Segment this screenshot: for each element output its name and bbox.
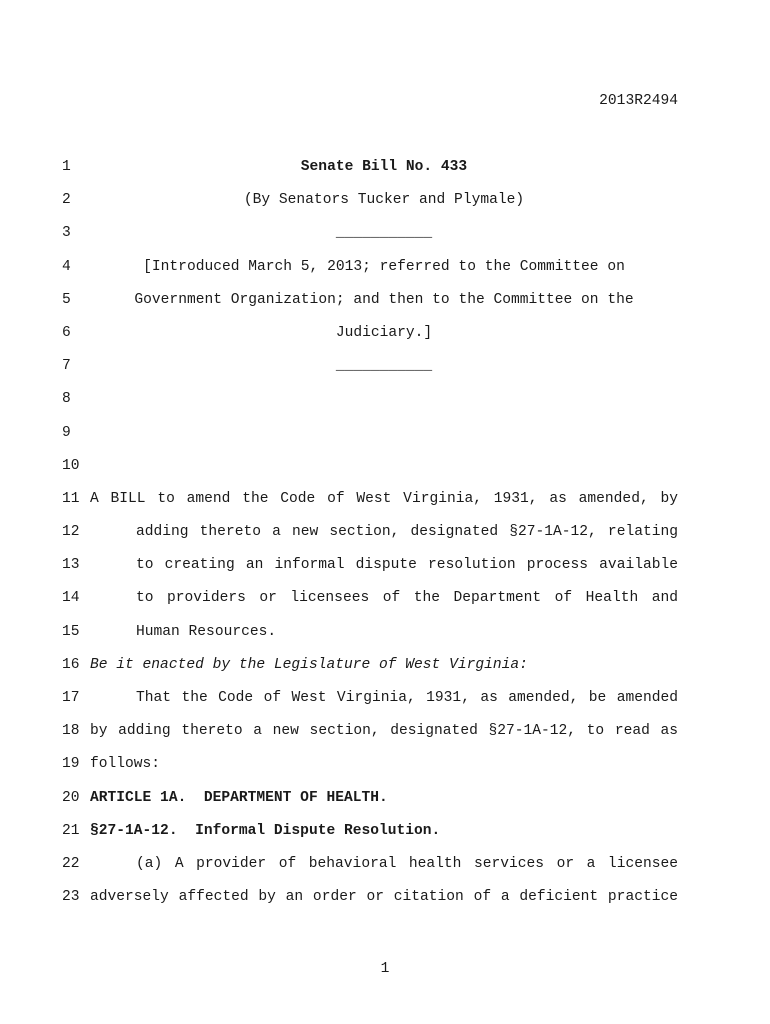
line-number: 3 [62, 225, 71, 242]
body-text: (a) A provider of behavioral health services or a licensee [136, 855, 678, 872]
introduction-note: Judiciary.] [335, 324, 433, 341]
line-number: 8 [62, 391, 71, 408]
bill-title: Senate Bill No. 433 [300, 159, 468, 175]
article-heading: ARTICLE 1A. DEPARTMENT OF HEALTH. [90, 789, 388, 806]
line-11 [0, 490, 770, 523]
line-16 [0, 656, 770, 689]
line-14 [0, 589, 770, 622]
line-number: 9 [62, 424, 71, 441]
body-text: adversely affected by an order or citation of a deficient practice [90, 889, 678, 906]
line-10 [0, 457, 770, 490]
introduction-note: Government Organization; and then to the Committee on the [134, 291, 634, 308]
line-number: 18 [62, 723, 80, 740]
line-5 [0, 291, 770, 324]
line-number: 11 [62, 490, 80, 507]
line-21 [0, 822, 770, 855]
section-heading: §27-1A-12. Informal Dispute Resolution. [90, 822, 441, 839]
line-number: 15 [62, 623, 80, 640]
introduction-note: [Introduced March 5, 2013; referred to the Committee on [143, 258, 625, 275]
line-number: 14 [62, 590, 80, 607]
line-number: 17 [62, 690, 80, 706]
bill-text-lines [0, 158, 770, 921]
line-number: 16 [62, 656, 80, 673]
line-15 [0, 623, 770, 656]
sponsors: (By Senators Tucker and Plymale) [243, 192, 525, 209]
body-text: That the Code of West Virginia, 1931, as amended, be amended [136, 690, 678, 706]
line-1 [0, 158, 770, 191]
line-13 [0, 556, 770, 589]
bill-summary: to creating an informal dispute resolution process available [136, 557, 678, 574]
line-number: 7 [62, 358, 71, 375]
separator-rule: ___________ [335, 358, 433, 375]
line-23 [0, 888, 770, 921]
line-9 [0, 424, 770, 457]
line-number: 1 [62, 159, 71, 175]
line-number: 4 [62, 258, 71, 275]
line-20 [0, 789, 770, 822]
line-22 [0, 855, 770, 888]
page-number: 1 [380, 961, 390, 977]
line-6 [0, 324, 770, 357]
body-text: by adding thereto a new section, designated §27-1A-12, to read as [90, 723, 678, 740]
line-2 [0, 191, 770, 224]
line-17 [0, 689, 770, 722]
line-4 [0, 258, 770, 291]
line-number: 21 [62, 822, 80, 839]
bill-summary: to providers or licensees of the Department of Health and [136, 590, 678, 607]
line-18 [0, 722, 770, 755]
line-number: 19 [62, 756, 80, 773]
line-number: 5 [62, 291, 71, 308]
line-19 [0, 755, 770, 788]
line-number: 23 [62, 889, 80, 906]
line-7 [0, 357, 770, 390]
enacting-clause: Be it enacted by the Legislature of West Virginia: [90, 656, 528, 673]
line-number: 22 [62, 855, 80, 872]
line-number: 20 [62, 789, 80, 806]
body-text: follows: [90, 756, 161, 773]
line-number: 10 [62, 457, 80, 474]
document-id: 2013R2494 [599, 93, 678, 109]
separator-rule: ___________ [335, 225, 433, 242]
line-number: 13 [62, 557, 80, 574]
line-12 [0, 523, 770, 556]
line-3 [0, 224, 770, 257]
bill-summary: Human Resources. [136, 623, 277, 640]
line-number: 6 [62, 324, 71, 341]
bill-summary: A BILL to amend the Code of West Virginia, 1931, as amended, by [90, 490, 678, 507]
line-number: 2 [62, 192, 71, 209]
line-8 [0, 390, 770, 423]
bill-summary: adding thereto a new section, designated §27-1A-12, relating [136, 524, 678, 541]
line-number: 12 [62, 524, 80, 541]
